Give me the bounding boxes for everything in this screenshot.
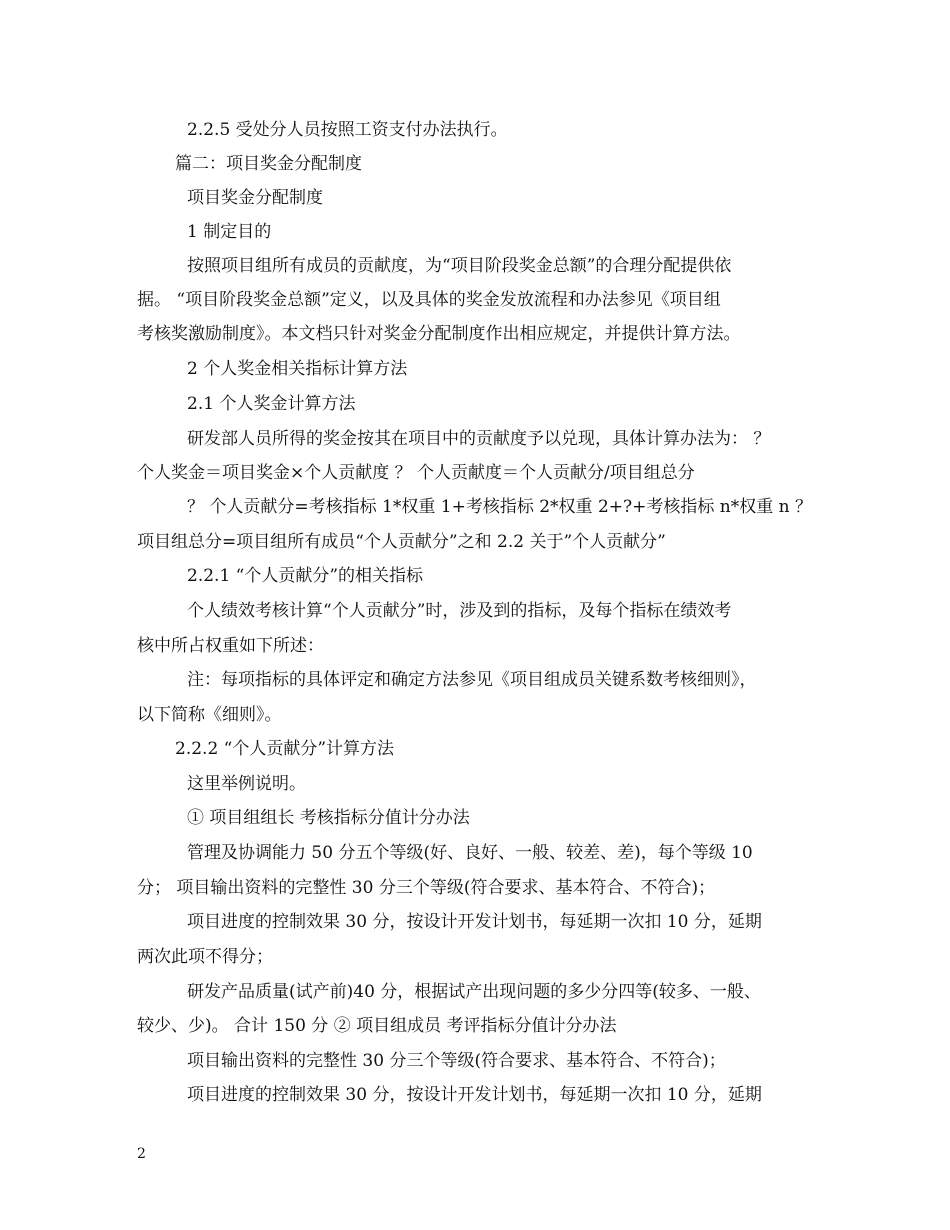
- paragraph-line: 管理及协调能力 50 分五个等级(好、良好、一般、较差、差)，每个等级 10: [187, 843, 753, 863]
- formula-line: ？ 个人贡献分=考核指标 1*权重 1+考核指标 2*权重 2+?+考核指标 n*权重 n ？: [187, 497, 812, 517]
- paragraph-line: 两次此项不得分；: [137, 947, 273, 967]
- note-line: 以下简称《细则》。: [137, 705, 282, 725]
- paragraph-line: 这里举例说明。: [187, 774, 306, 794]
- formula-line: 个人奖金＝项目奖金×个人贡献度 ？ 个人贡献度＝个人贡献分/项目组总分: [137, 463, 695, 483]
- paragraph-line: 研发产品质量(试产前)40 分，根据试产出现问题的多少分四等(较多、一般、: [187, 982, 761, 1002]
- paragraph-line: 考核奖激励制度》。本文档只针对奖金分配制度作出相应规定，并提供计算方法。: [137, 324, 741, 344]
- paragraph-line: 据。 “项目阶段奖金总额”定义，以及具体的奖金发放流程和办法参见《项目组: [137, 290, 721, 310]
- page-number: 2: [137, 1146, 146, 1162]
- list-item-team-leader: ① 项目组组长 考核指标分值计分办法: [187, 808, 470, 828]
- paragraph-line: 个人绩效考核计算“个人贡献分”时，涉及到的指标，及每个指标在绩效考: [187, 601, 732, 621]
- text-line-2-2-5: 2.2.5 受处分人员按照工资支付办法执行。: [187, 120, 508, 140]
- paragraph-line: 研发部人员所得的奖金按其在项目中的贡献度予以兑现，具体计算办法为： ？: [187, 429, 771, 449]
- document-title: 项目奖金分配制度: [187, 188, 323, 208]
- section-heading-2-1: 2.1 个人奖金计算方法: [187, 394, 356, 414]
- paragraph-line: 项目输出资料的完整性 30 分三个等级(符合要求、基本符合、不符合)；: [187, 1051, 726, 1071]
- paragraph-line: 项目进度的控制效果 30 分，按设计开发计划书，每延期一次扣 10 分，延期: [187, 1085, 762, 1105]
- paragraph-line: 核中所占权重如下所述：: [137, 636, 324, 656]
- section-heading-2: 2 个人奖金相关指标计算方法: [187, 359, 408, 379]
- paragraph-line: 较少、少)。 合计 150 分 ② 项目组成员 考评指标分值计分办法: [137, 1016, 617, 1036]
- paragraph-line: 按照项目组所有成员的贡献度，为“项目阶段奖金总额”的合理分配提供依: [187, 256, 732, 276]
- note-line: 注：每项指标的具体评定和确定方法参见《项目组成员关键系数考核细则》，: [187, 670, 757, 690]
- section-heading-2-2-1: 2.2.1 “个人贡献分”的相关指标: [187, 566, 424, 586]
- section-heading-2-2-2: 2.2.2 “个人贡献分”计算方法: [175, 739, 395, 759]
- paragraph-line: 分； 项目输出资料的完整性 30 分三个等级(符合要求、基本符合、不符合)；: [137, 878, 716, 898]
- paragraph-line: 项目进度的控制效果 30 分，按设计开发计划书，每延期一次扣 10 分，延期: [187, 912, 762, 932]
- section-heading-1: 1 制定目的: [187, 222, 272, 242]
- formula-line: 项目组总分=项目组所有成员“个人贡献分”之和 2.2 关于”个人贡献分”: [137, 532, 666, 552]
- section-heading-part-two: 篇二：项目奖金分配制度: [175, 154, 362, 174]
